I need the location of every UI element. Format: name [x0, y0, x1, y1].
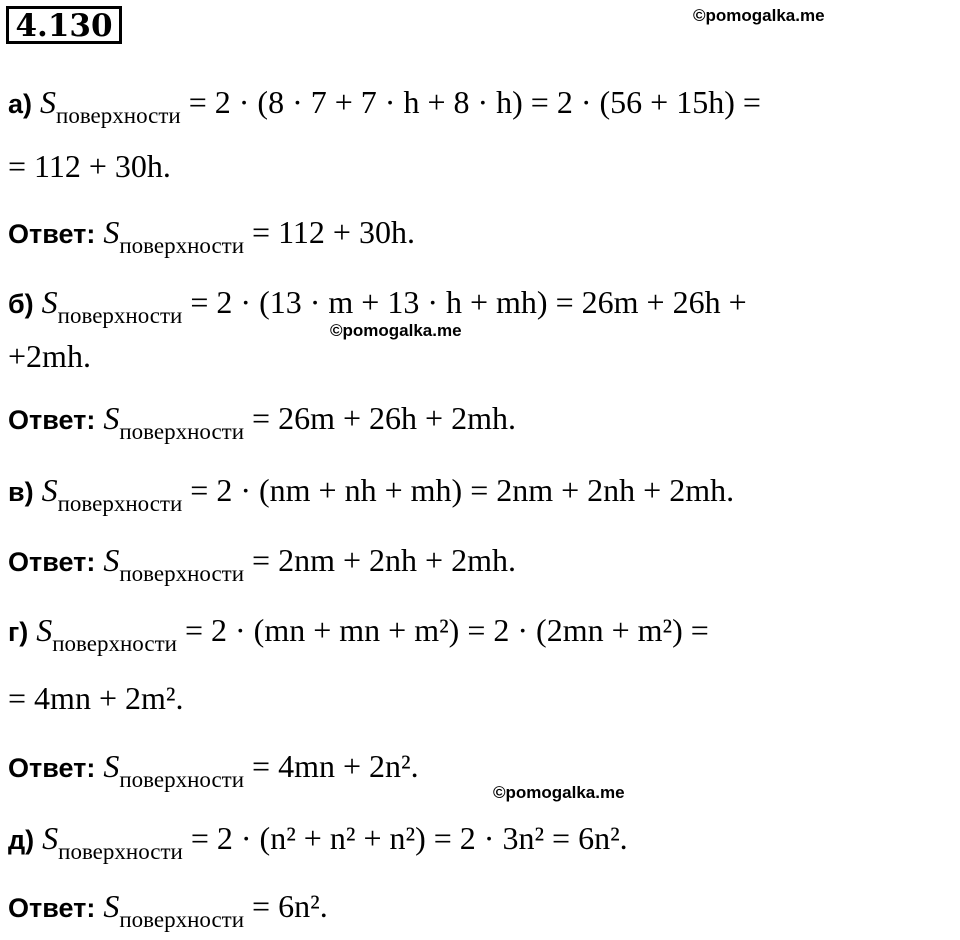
formula: = 2nm + 2nh + 2mh. [252, 542, 516, 578]
answer-label: Ответ: [8, 219, 96, 249]
formula: = 2 · (mn + mn + m²) = 2 · (2mn + m²) = [184, 612, 709, 648]
problem-number-box [6, 6, 122, 44]
part-a-line2: = 112 + 30h. [8, 148, 171, 184]
part-label: д) [8, 825, 35, 855]
answer-label: Ответ: [8, 753, 96, 783]
part-label: г) [8, 617, 29, 647]
formula: = 2 · (13 · m + 13 · h + mh) = 26m + 26h + [190, 284, 747, 320]
part-label: б) [8, 289, 34, 319]
part-g-answer: Ответ: $S_{поверхности} = 4mn + 2n^2$. [8, 748, 419, 792]
part-label: в) [8, 477, 34, 507]
formula: = 2 · (nm + nh + mh) = 2nm + 2nh + 2mh. [190, 472, 735, 508]
problem-number: 4.130 [15, 8, 113, 44]
watermark: ©pomogalka.me [493, 783, 625, 802]
part-b-line1: б) $S_{поверхности} = 2 \cdot (13 \cdot m + 13 \cdot h + mh) = 26m + 26h$ + [8, 284, 747, 328]
formula: = 6n². [252, 888, 328, 924]
part-b-answer: Ответ: $S_{поверхности} = 26m + 26h + 2mh$. [8, 400, 516, 444]
watermark: ©pomogalka.me [693, 6, 825, 25]
answer-label: Ответ: [8, 547, 96, 577]
part-g-line2: = 4mn + 2m². [8, 680, 184, 716]
part-v-answer: Ответ: $S_{поверхности} = 2nm + 2nh + 2mh$. [8, 542, 516, 586]
formula: = 2 · (n² + n² + n²) = 2 · 3n² = 6n². [190, 820, 628, 856]
part-d-answer: Ответ: $S_{поверхности} = 6n^2$. [8, 888, 328, 932]
formula: = 112 + 30h. [252, 214, 415, 250]
formula: = 26m + 26h + 2mh. [252, 400, 516, 436]
formula: = 4mn + 2n². [252, 748, 419, 784]
part-a-line1: а) $S_{поверхности} = 2 \cdot (8 \cdot 7 + 7 \cdot h + 8 \cdot h) = 2 \cdot (56 + 15h)$ = [8, 84, 761, 128]
formula: = 2 · (8 · 7 + 7 · h + 8 · h) = 2 · (56 + 15h) = [188, 84, 761, 120]
part-label: а) [8, 89, 33, 119]
part-d-line1: д) $S_{поверхности} = 2 \cdot (n^2 + n^2 + n^2) = 2 \cdot 3n^2 = 6n^2$. [8, 820, 628, 864]
part-b-line2: +2mh. [8, 338, 91, 374]
part-v-line1: в) $S_{поверхности} = 2 \cdot (nm$ + nh + mh) = 2nm + 2nh + 2mh. [8, 472, 735, 516]
part-g-line1: г) $S_{поверхности} = 2 \cdot (mn$ + mn + m²) = 2 · (2mn + m²) = [8, 612, 709, 656]
watermark: ©pomogalka.me [330, 321, 462, 340]
part-a-answer: Ответ: $S_{поверхности} = 112 + 30h$. [8, 214, 415, 258]
answer-label: Ответ: [8, 405, 96, 435]
answer-label: Ответ: [8, 893, 96, 923]
